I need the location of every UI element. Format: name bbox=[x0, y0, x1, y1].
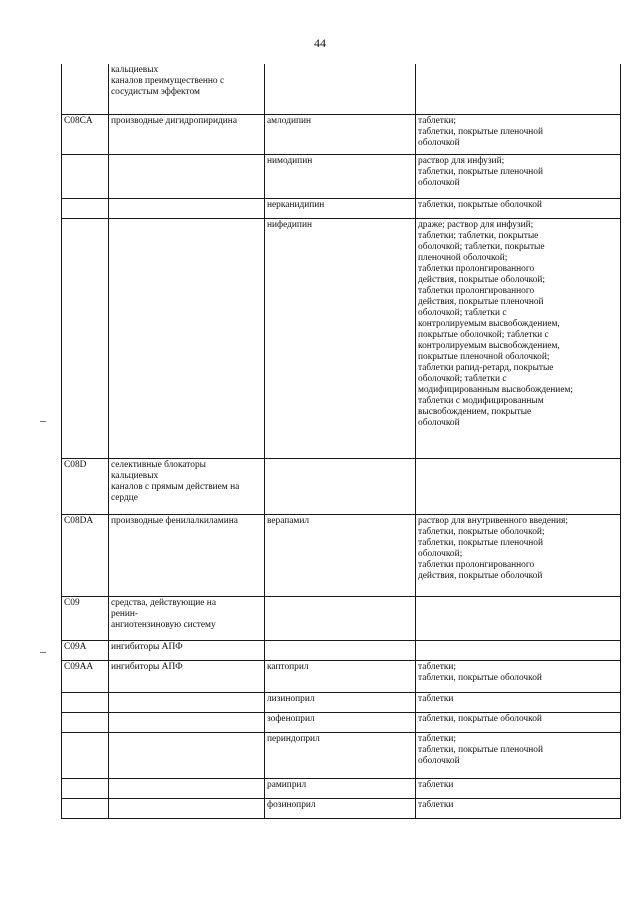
drug-name-text: периндоприл bbox=[267, 733, 320, 744]
drug-name-cell bbox=[265, 692, 416, 712]
drug-name-cell bbox=[265, 458, 416, 514]
table-row bbox=[62, 640, 621, 660]
atc-code-cell bbox=[62, 712, 109, 732]
drug-name-cell bbox=[265, 114, 416, 154]
dosage-form-line: таблетки; bbox=[418, 115, 457, 126]
dosage-form-cell bbox=[416, 692, 621, 712]
table-row bbox=[62, 732, 621, 778]
atc-code-cell bbox=[62, 640, 109, 660]
dosage-form-cell bbox=[416, 712, 621, 732]
table-row bbox=[62, 798, 621, 818]
dosage-form-line: оболочкой bbox=[418, 755, 460, 766]
margin-mark bbox=[40, 421, 46, 422]
dosage-form-cell bbox=[416, 660, 621, 692]
dosage-form-line: оболочкой; bbox=[418, 548, 463, 559]
group-name-line: ангиотензиновую систему bbox=[111, 619, 216, 630]
dosage-form-line: таблетки, покрытые пленочной bbox=[418, 126, 544, 137]
dosage-form-cell bbox=[416, 514, 621, 596]
dosage-form-line: таблетки пролонгированного bbox=[418, 263, 535, 274]
dosage-form-line: действия, покрытые оболочкой bbox=[418, 570, 543, 581]
group-name-cell bbox=[109, 114, 265, 154]
table-row bbox=[62, 198, 621, 218]
dosage-form-line: действия, покрытые оболочкой; bbox=[418, 274, 546, 285]
group-name-cell bbox=[109, 596, 265, 640]
atc-code-cell bbox=[62, 458, 109, 514]
group-name-line: средства, действующие на bbox=[111, 597, 216, 608]
atc-code-cell bbox=[62, 798, 109, 818]
table-row bbox=[62, 692, 621, 712]
drug-name-cell bbox=[265, 64, 416, 114]
dosage-form-line: покрытые пленочной оболочкой; bbox=[418, 351, 550, 362]
dosage-form-line: таблетки bbox=[418, 779, 454, 790]
dosage-form-line: оболочкой; таблетки, покрытые bbox=[418, 241, 545, 252]
group-name-line: каналов с прямым действием на bbox=[111, 481, 240, 492]
drug-name-cell bbox=[265, 514, 416, 596]
dosage-form-line: таблетки пролонгированного bbox=[418, 285, 535, 296]
group-name-line: производные дигидропиридина bbox=[111, 115, 237, 126]
drug-name-text: рамиприл bbox=[267, 779, 307, 790]
atc-code-cell bbox=[62, 114, 109, 154]
atc-code-text: C08CA bbox=[64, 115, 93, 126]
dosage-form-line: таблетки, покрытые пленочной bbox=[418, 537, 544, 548]
group-name-cell bbox=[109, 514, 265, 596]
dosage-form-line: оболочкой bbox=[418, 417, 460, 428]
dosage-form-line: высвобождением, покрытые bbox=[418, 406, 532, 417]
group-name-cell bbox=[109, 778, 265, 798]
group-name-cell bbox=[109, 712, 265, 732]
group-name-cell bbox=[109, 660, 265, 692]
atc-code-cell bbox=[62, 218, 109, 458]
atc-code-cell bbox=[62, 514, 109, 596]
dosage-form-line: раствор для инфузий; bbox=[418, 155, 505, 166]
page-number: 44 bbox=[314, 36, 326, 50]
drug-table bbox=[61, 64, 621, 819]
group-name-line: ренин- bbox=[111, 608, 139, 619]
drug-name-text: верапамил bbox=[267, 515, 310, 526]
drug-name-cell bbox=[265, 798, 416, 818]
dosage-form-line: таблетки пролонгированного bbox=[418, 559, 535, 570]
group-name-cell bbox=[109, 198, 265, 218]
table-row bbox=[62, 218, 621, 458]
atc-code-text: C09A bbox=[64, 641, 87, 652]
margin-mark bbox=[40, 652, 46, 653]
dosage-form-line: оболочкой; таблетки с bbox=[418, 373, 507, 384]
drug-name-text: амлодипин bbox=[267, 115, 312, 126]
group-name-cell bbox=[109, 154, 265, 198]
table-row bbox=[62, 514, 621, 596]
atc-code-cell bbox=[62, 778, 109, 798]
atc-code-text: C09 bbox=[64, 597, 80, 608]
atc-code-cell bbox=[62, 64, 109, 114]
dosage-form-cell bbox=[416, 154, 621, 198]
dosage-form-cell bbox=[416, 732, 621, 778]
dosage-form-cell bbox=[416, 458, 621, 514]
dosage-form-cell bbox=[416, 596, 621, 640]
atc-code-text: C08D bbox=[64, 459, 87, 470]
drug-name-cell bbox=[265, 640, 416, 660]
drug-name-cell bbox=[265, 660, 416, 692]
group-name-line: сосудистым эффектом bbox=[111, 87, 200, 97]
table-row bbox=[62, 154, 621, 198]
group-name-line: сердце bbox=[111, 492, 138, 503]
atc-code-text: C09AA bbox=[64, 661, 94, 672]
drug-name-text: нифедипин bbox=[267, 219, 312, 230]
dosage-form-line: пленочной оболочкой; bbox=[418, 252, 508, 263]
atc-code-cell bbox=[62, 732, 109, 778]
dosage-form-line: таблетки, покрытые пленочной bbox=[418, 166, 544, 177]
drug-name-cell bbox=[265, 596, 416, 640]
atc-code-cell bbox=[62, 660, 109, 692]
atc-code-cell bbox=[62, 198, 109, 218]
drug-name-text: каптоприл bbox=[267, 661, 309, 672]
drug-name-text: нимодипин bbox=[267, 155, 313, 166]
dosage-form-line: таблетки с модифицированным bbox=[418, 395, 544, 406]
atc-code-cell bbox=[62, 596, 109, 640]
dosage-form-line: таблетки, покрытые пленочной bbox=[418, 744, 544, 755]
drug-name-cell bbox=[265, 732, 416, 778]
dosage-form-line: контролируемым высвобождением, bbox=[418, 340, 560, 351]
dosage-form-line: покрытые оболочкой; таблетки с bbox=[418, 329, 549, 340]
dosage-form-line: оболочкой bbox=[418, 177, 460, 188]
dosage-form-line: таблетки bbox=[418, 693, 454, 704]
dosage-form-cell bbox=[416, 640, 621, 660]
dosage-form-line: таблетки bbox=[418, 799, 454, 810]
table-row bbox=[62, 778, 621, 798]
group-name-cell bbox=[109, 458, 265, 514]
drug-name-text: нерканидипин bbox=[267, 199, 325, 210]
dosage-form-cell bbox=[416, 218, 621, 458]
dosage-form-line: таблетки; bbox=[418, 733, 457, 744]
table-row bbox=[62, 114, 621, 154]
group-name-cell bbox=[109, 798, 265, 818]
dosage-form-cell bbox=[416, 778, 621, 798]
drug-name-cell bbox=[265, 218, 416, 458]
table-row bbox=[62, 458, 621, 514]
atc-code-text: C08DA bbox=[64, 515, 94, 526]
dosage-form-line: таблетки, покрытые оболочкой; bbox=[418, 526, 545, 537]
dosage-form-cell bbox=[416, 64, 621, 114]
table-row bbox=[62, 660, 621, 692]
dosage-form-line: драже; раствор для инфузий; bbox=[418, 219, 534, 230]
atc-code-cell bbox=[62, 154, 109, 198]
dosage-form-cell bbox=[416, 114, 621, 154]
drug-name-cell bbox=[265, 778, 416, 798]
group-name-line: кальциевых bbox=[111, 470, 159, 481]
group-name-cell bbox=[109, 640, 265, 660]
dosage-form-cell bbox=[416, 798, 621, 818]
drug-name-cell bbox=[265, 712, 416, 732]
group-name-line: кальциевых bbox=[111, 65, 159, 75]
drug-name-text: фозиноприл bbox=[267, 799, 316, 810]
group-name-line: ингибиторы АПФ bbox=[111, 641, 183, 652]
group-name-line: ингибиторы АПФ bbox=[111, 661, 183, 672]
dosage-form-line: оболочкой; таблетки с bbox=[418, 307, 507, 318]
dosage-form-line: таблетки, покрытые оболочкой bbox=[418, 672, 542, 683]
table-row bbox=[62, 712, 621, 732]
group-name-line: каналов преимущественно с bbox=[111, 76, 225, 86]
dosage-form-line: таблетки рапид-ретард, покрытые bbox=[418, 362, 554, 373]
dosage-form-line: таблетки, покрытые оболочкой bbox=[418, 713, 542, 724]
group-name-cell bbox=[109, 218, 265, 458]
dosage-form-line: таблетки, покрытые оболочкой bbox=[418, 199, 542, 210]
dosage-form-line: таблетки; таблетки, покрытые bbox=[418, 230, 539, 241]
dosage-form-line: таблетки; bbox=[418, 661, 457, 672]
group-name-line: производные фенилалкиламина bbox=[111, 515, 238, 526]
group-name-line: селективные блокаторы bbox=[111, 459, 206, 470]
drug-name-cell bbox=[265, 198, 416, 218]
dosage-form-line: модифицированным высвобождением; bbox=[418, 384, 574, 395]
drug-name-cell bbox=[265, 154, 416, 198]
atc-code-cell bbox=[62, 692, 109, 712]
table-row bbox=[62, 596, 621, 640]
drug-name-text: лизиноприл bbox=[267, 693, 315, 704]
dosage-form-line: действия, покрытые пленочной bbox=[418, 296, 544, 307]
drug-name-text: зофеноприл bbox=[267, 713, 315, 724]
dosage-form-line: контролируемым высвобождением, bbox=[418, 318, 560, 329]
group-name-cell bbox=[109, 692, 265, 712]
group-name-cell bbox=[109, 64, 265, 114]
dosage-form-line: оболочкой bbox=[418, 137, 460, 148]
group-name-cell bbox=[109, 732, 265, 778]
dosage-form-cell bbox=[416, 198, 621, 218]
table-row bbox=[62, 64, 621, 114]
dosage-form-line: раствор для внутривенного введения; bbox=[418, 515, 568, 526]
drug-table-body bbox=[62, 64, 621, 818]
